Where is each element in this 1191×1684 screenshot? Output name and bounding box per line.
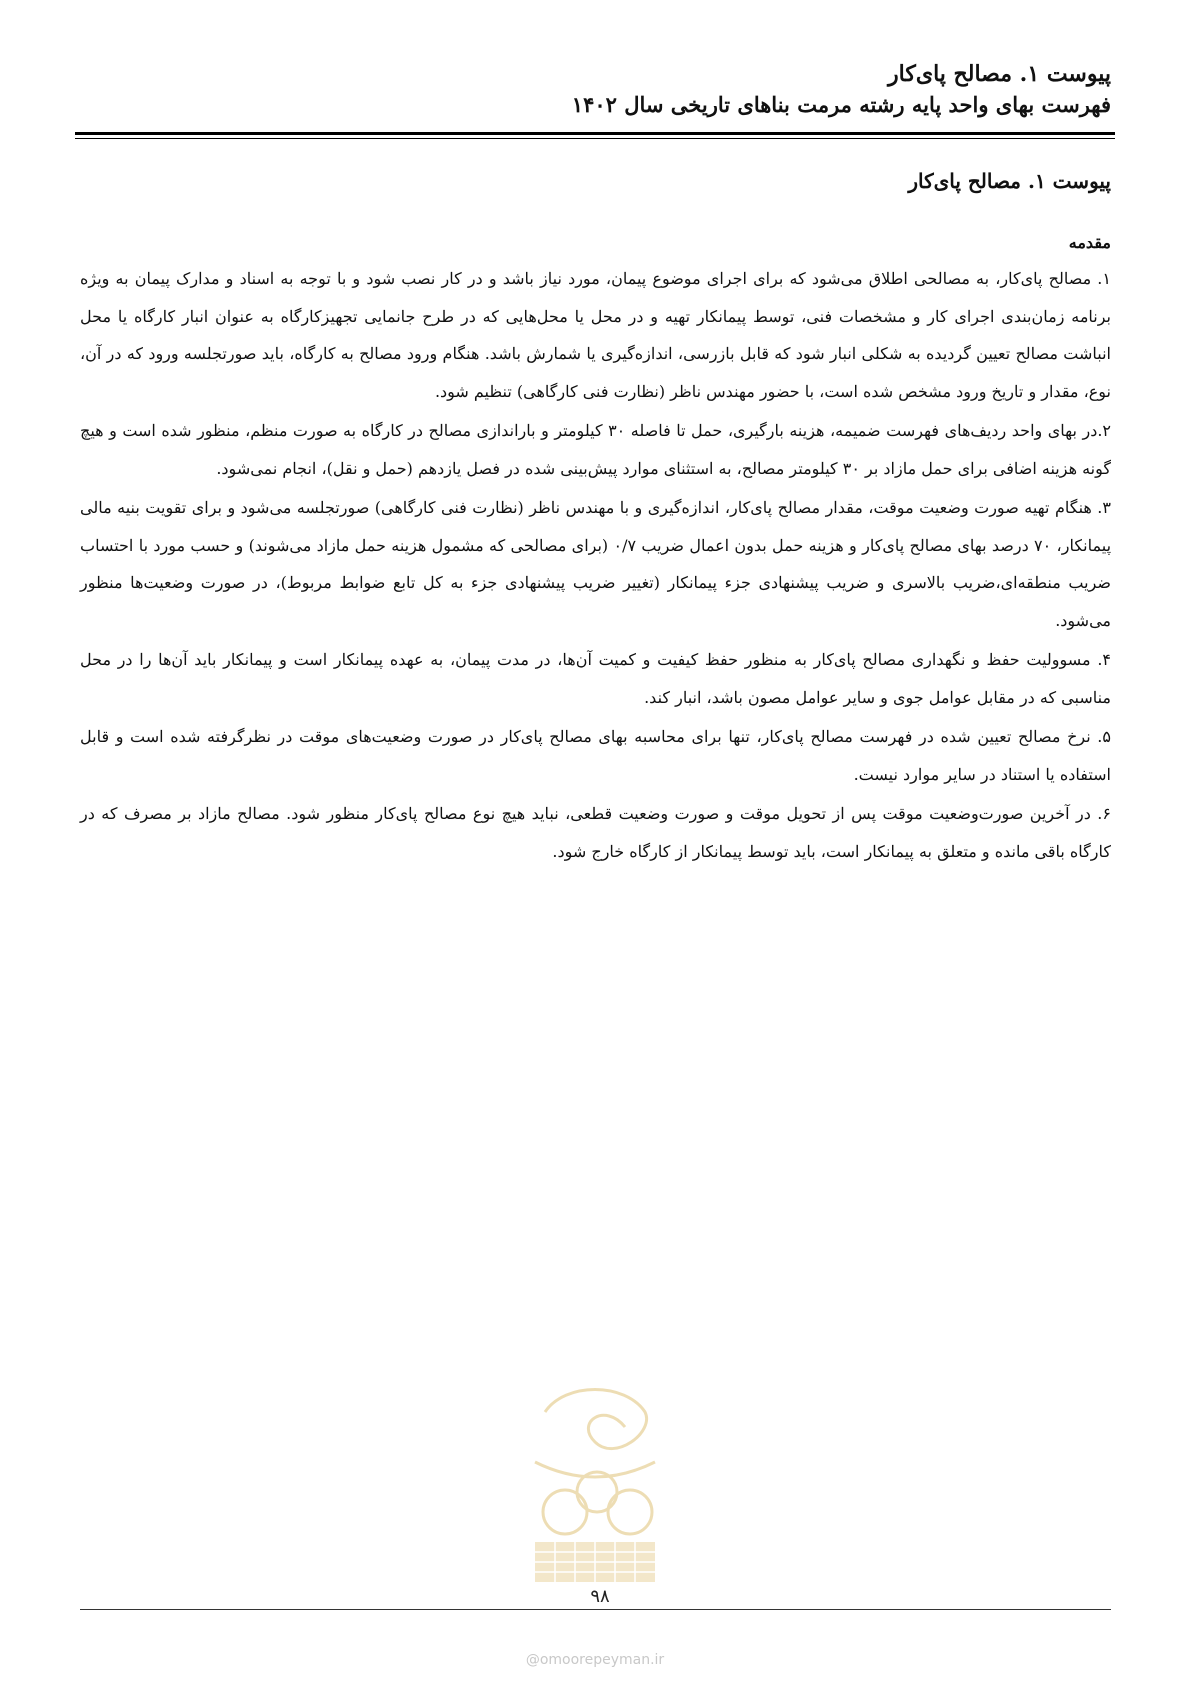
header-book-title: فهرست بهای واحد پایه رشته مرمت بناهای تاریخی سال ۱۴۰۲ bbox=[571, 92, 1111, 117]
paragraph-4: ۴. مسوولیت حفظ و نگهداری مصالح پای‌کار به منظور حفظ کیفیت و کمیت آن‌ها، در مدت پیمان، به عهده پیمانکار است و پیمانکار باید آن‌ها را در محل مناسبی که در مقابل عوامل جوی و سایر عوامل مصون باشد، انبار کند. bbox=[80, 650, 1111, 707]
paragraph-3: ۳. هنگام تهیه صورت وضعیت موقت، مقدار مصالح پای‌کار، اندازه‌گیری و با مهندس ناظر (نظارت فنی کارگاهی) صورتجلسه می‌شود و برای تقویت بنیه مالی پیمانکار، ۷۰ درصد بهای مصالح پای‌کار و هزینه حمل بدون اعمال ضریب ۰/۷ (برای مصالحی که مشمول هزینه حمل مازاد می‌شوند) و حسب مورد با احتساب ضریب منطقه‌ای،ضریب بالاسری و ضریب پیشنهادی جزء پیمانکار (تغییر ضریب پیشنهادی جزء به کل تابع ضوابط مربوط)، در صورت وضعیت‌ها منظور می‌شود. bbox=[80, 498, 1112, 630]
header-rule-thin bbox=[75, 138, 1115, 139]
watermark-handle: @omoorepeyman.ir bbox=[525, 1652, 665, 1668]
section-title: پیوست ۱. مصالح پای‌کار bbox=[908, 169, 1111, 193]
paragraph-2: ۲.در بهای واحد ردیف‌های فهرست ضمیمه، هزینه بارگیری، حمل تا فاصله ۳۰ کیلومتر و باراندازی مصالح در کارگاه به صورت منظم، منظور شده است و هیچ گونه هزینه اضافی برای حمل مازاد بر ۳۰ کیلومتر مصالح، به استثنای موارد پیش‌بینی شده در فصل یازدهم (حمل و نقل)، انجام نمی‌شود. bbox=[80, 421, 1111, 478]
footer-rule bbox=[80, 1609, 1111, 1610]
paragraph-5: ۵. نرخ مصالح تعیین شده در فهرست مصالح پای‌کار، تنها برای محاسبه بهای مصالح پای‌کار در صورت وضعیت‌های موقت در نظرگرفته شده است و قابل استفاده یا استناد در سایر موارد نیست. bbox=[80, 727, 1111, 784]
main-content bbox=[80, 166, 1111, 872]
paragraph-6: ۶. در آخرین صورت‌وضعیت موقت پس از تحویل موقت و صورت وضعیت قطعی، نباید هیچ نوع مصالح پای‌کار منظور شود. مصالح مازاد بر مصرف که در کارگاه باقی مانده و متعلق به پیمانکار است، باید توسط پیمانکار از کارگاه خارج شود. bbox=[80, 804, 1111, 861]
page-number: ۹۸ bbox=[590, 1586, 610, 1607]
page-header bbox=[80, 58, 1111, 120]
paragraph-1: ۱. مصالح پای‌کار، به مصالحی اطلاق می‌شود که برای اجرای موضوع پیمان، مورد نیاز باشد و در کار نصب شود و با توجه به اسناد و مدارک پیمان به ویژه برنامه زمان‌بندی اجرای کار و مشخصات فنی، توسط پیمانکار تهیه و در محل یا محل‌هایی که در طرح جانمایی تجهیزکارگاه به عنوان انبار کارگاه یا محل انباشت مصالح تعیین گردیده به شکلی انبار شود که قابل بازرسی، اندازه‌گیری یا شمارش باشد. هنگام ورود مصالح به کارگاه، باید صورتجلسه ورود که در آن، نوع، مقدار و تاریخ ورود مشخص شده است، با حضور مهندس ناظر (نظارت فنی کارگاهی) تنظیم شود. bbox=[80, 269, 1111, 401]
header-rule-thick bbox=[75, 132, 1115, 135]
watermark-logo bbox=[505, 1372, 685, 1612]
watermark-logo-script bbox=[545, 1390, 647, 1449]
header-appendix-title: پیوست ۱. مصالح پای‌کار bbox=[888, 61, 1111, 87]
section-subtitle: مقدمه bbox=[1068, 233, 1111, 252]
